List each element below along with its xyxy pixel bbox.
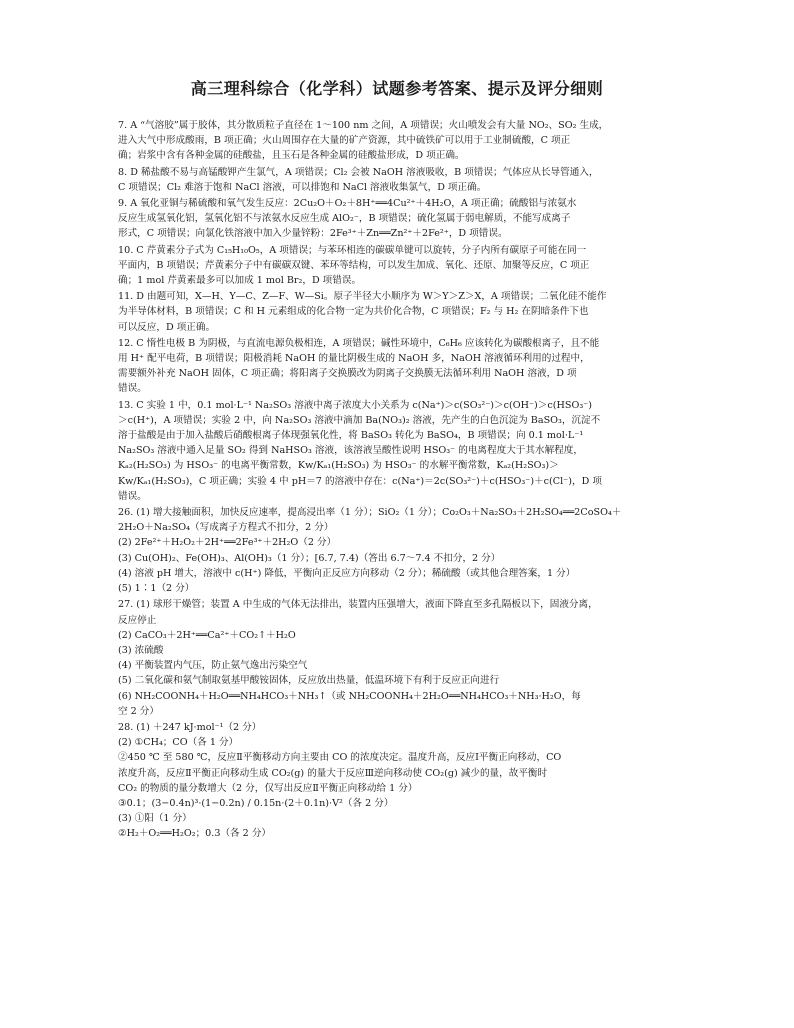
- answer-item: [118, 398, 674, 504]
- answer-line: Kₐ₂(H₂SO₃) 为 HSO₃⁻ 的电离平衡常数，Kw/Kₐ₁(H₂SO₃) 为 HSO₃⁻ 的水解平衡常数，Kₐ₂(H₂SO₃)＞: [118, 460, 559, 472]
- answer-line: 27. (1) 球形干燥管；装置 A 中生成的气体无法排出，装置内压强增大，液面下降直至多孔隔板以下，固液分离，: [118, 599, 598, 611]
- answer-line: 溶于盐酸是由于加入盐酸后硝酸根离子体现强氧化性，将 BaSO₃ 转化为 BaSO₄，B 项错误；向 0.1 mol·L⁻¹: [118, 430, 584, 442]
- answer-item: [118, 597, 674, 719]
- answer-line: Na₂SO₃ 溶液中通入足量 SO₂ 得到 NaHSO₃ 溶液，该溶液呈酸性说明 HSO₃⁻ 的电离程度大于其水解程度，: [118, 445, 583, 457]
- answer-line: (2) CaCO₃＋2H⁺══Ca²⁺＋CO₂↑＋H₂O: [118, 629, 296, 641]
- answer-line: 12. C 惰性电极 B 为阴极，与直流电源负极相连，A 项错误；碱性环境中，C₆H₆ 应该转化为碳酸根离子，且不能: [118, 337, 600, 349]
- answer-line: 需要额外补充 NaOH 固体，C 项正确；将阳离子交换膜改为阴离子交换膜无法循环利用 NaOH 溶液，D 项: [118, 368, 577, 380]
- answer-line: C 项错误；Cl₂ 难溶于饱和 NaCl 溶液，可以排饱和 NaCl 溶液收集氯气，D 项正确。: [118, 181, 487, 193]
- answer-item: [118, 196, 674, 242]
- answer-item: [118, 505, 674, 596]
- answer-line: (3) 浓硫酸: [118, 644, 164, 656]
- answer-line: (2) 2Fe²⁺＋H₂O₂＋2H⁺══2Fe³⁺＋2H₂O（2 分）: [118, 537, 337, 549]
- answer-item: [118, 720, 674, 842]
- answer-line: 形式，C 项错误；向氯化铁溶液中加入少量锌粉：2Fe³⁺＋Zn══Zn²⁺＋2Fe²⁺，D 项错误。: [118, 228, 508, 240]
- answer-line: 11. D 由题可知，X—H、Y—C、Z—F、W—Si。原子半径大小顺序为 W＞Y＞Z＞X，A 项错误；二氧化硅不能作: [118, 291, 607, 303]
- answer-line: 浓度升高，反应Ⅱ平衡正向移动生成 CO₂(g) 的量大于反应Ⅲ逆向移动使 CO₂(g) 减少的量，故平衡时: [118, 767, 548, 779]
- answer-content: [118, 118, 674, 842]
- answer-line: ②H₂＋O₂══H₂O₂；0.3（各 2 分）: [118, 828, 272, 840]
- answer-item: [118, 165, 674, 195]
- answer-line: 空 2 分）: [118, 705, 159, 717]
- answer-line: (3) ①阳（1 分）: [118, 813, 192, 825]
- answer-line: 7. A “气溶胶”属于胶体，其分散质粒子直径在 1～100 nm 之间，A 项错误；火山喷发会有大量 NO₂、SO₂ 生成，: [118, 120, 609, 131]
- answer-line: CO₂ 的物质的量分数增大（2 分，仅写出反应Ⅱ平衡正向移动给 1 分）: [118, 782, 418, 794]
- answer-line: 26. (1) 增大接触面积，加快反应速率，提高浸出率（1 分）；SiO₂（1 分）；Co₂O₃＋Na₂SO₃＋2H₂SO₄══2CoSO₄＋: [118, 507, 622, 519]
- answer-line: (5) 1∶1（2 分）: [118, 583, 195, 595]
- answer-line: 用 H⁺ 配平电荷，B 项错误；阳极消耗 NaOH 的量比阴极生成的 NaOH 多，NaOH 溶液循环利用的过程中，: [118, 353, 590, 365]
- answer-line: (3) Cu(OH)₂、Fe(OH)₃、Al(OH)₃（1 分）；[6.7, 7.4)（答出 6.7～7.4 不扣分，2 分）: [118, 552, 501, 564]
- answer-line: 平面内，B 项错误；芹黄素分子中有碳碳双键、苯环等结构，可以发生加成、氧化、还原、加聚等反应，C 项正: [118, 259, 590, 271]
- answer-line: (4) 平衡装置内气压，防止氨气逸出污染空气: [118, 660, 308, 672]
- answer-line: ＞c(H⁺)，A 项错误；实验 2 中，向 Na₂SO₃ 溶液中滴加 Ba(NO₃)₂ 溶液，先产生的白色沉淀为 BaSO₃，沉淀不: [118, 414, 601, 426]
- answer-line: ③0.1；(3−0.4n)³·(1−0.2n) / 0.15n·(2＋0.1n)·V²（各 2 分）: [118, 797, 394, 809]
- answer-item: [118, 243, 674, 289]
- answer-line: 进入大气中形成酸雨，B 项正确；火山周围存在大量的矿产资源，其中硫铁矿可以用于工业制硫酸，C 项正: [118, 135, 571, 147]
- answer-line: (4) 溶液 pH 增大，溶液中 c(H⁺) 降低，平衡向正反应方向移动（2 分）；稀硫酸（或其他合理答案，1 分）: [118, 567, 576, 579]
- answer-line: 8. D 稀盐酸不易与高锰酸钾产生氯气，A 项错误；Cl₂ 会被 NaOH 溶液吸收，B 项错误；气体应从长导管通入，: [118, 166, 599, 178]
- answer-line: 为半导体材料，B 项错误；C 和 H 元素组成的化合物一定为共价化合物，C 项错误；F₂ 与 H₂ 在阴暗条件下也: [118, 306, 589, 318]
- answer-line: 10. C 芹黄素分子式为 C₁₅H₁₀O₅，A 项错误；与苯环相连的碳碳单键可以旋转，分子内所有碳原子可能在同一: [118, 244, 587, 256]
- answer-line: 可以反应，D 项正确。: [118, 321, 216, 333]
- answer-line: 9. A 氧化亚铜与稀硫酸和氧气发生反应：2Cu₂O＋O₂＋8H⁺══4Cu²⁺＋4H₂O，A 项正确；硫酸铝与浓氨水: [118, 198, 577, 210]
- answer-line: 错误。: [118, 490, 147, 502]
- answer-line: 确；岩浆中含有各种金属的硅酸盐，且玉石是各种金属的硅酸盐形成，D 项正确。: [118, 150, 465, 162]
- answer-item: [118, 336, 674, 397]
- answer-line: Kw/Kₐ₁(H₂SO₃)，C 项正确；实验 4 中 pH＝7 的溶液中存在：c(Na⁺)＝2c(SO₃²⁻)＋c(HSO₃⁻)＋c(Cl⁻)，D 项: [118, 475, 602, 487]
- answer-item: [118, 289, 674, 335]
- answer-line: 2H₂O＋Na₂SO₄（写成离子方程式不扣分，2 分）: [118, 522, 334, 534]
- answer-line: (6) NH₂COONH₄＋H₂O══NH₄HCO₃＋NH₃↑（或 NH₂COONH₄＋2H₂O══NH₄HCO₃＋NH₃·H₂O，每: [118, 690, 581, 702]
- answer-line: 13. C 实验 1 中，0.1 mol·L⁻¹ Na₂SO₃ 溶液中离子浓度大小关系为 c(Na⁺)＞c(SO₃²⁻)＞c(OH⁻)＞c(HSO₃⁻): [118, 399, 592, 411]
- answer-line: 反应停止: [118, 614, 157, 626]
- answer-line: (5) 二氧化碳和氨气制取氨基甲酸铵固体，反应放出热量，低温环境下有利于反应正向进行: [118, 675, 500, 687]
- answer-line: (2) ①CH₄；CO（各 1 分）: [118, 737, 239, 749]
- answer-line: 错误。: [118, 383, 147, 395]
- answer-line: ②450 ℃ 至 580 ℃，反应Ⅱ平衡移动方向主要由 CO 的浓度决定。温度升高，反应Ⅰ平衡正向移动，CO: [118, 752, 562, 764]
- answer-line: 28. (1) ＋247 kJ·mol⁻¹（2 分）: [118, 721, 262, 733]
- page-title: 高三理科综合（化学科）试题参考答案、提示及评分细则: [190, 79, 604, 98]
- answer-item: [118, 118, 674, 164]
- answer-line: 反应生成氢氧化铝，氢氧化铝不与浓氨水反应生成 AlO₂⁻，B 项错误；硫化氢属于弱电解质，不能写成离子: [118, 213, 571, 225]
- answer-line: 确；1 mol 芹黄素最多可以加成 1 mol Br₂，D 项错误。: [118, 275, 362, 287]
